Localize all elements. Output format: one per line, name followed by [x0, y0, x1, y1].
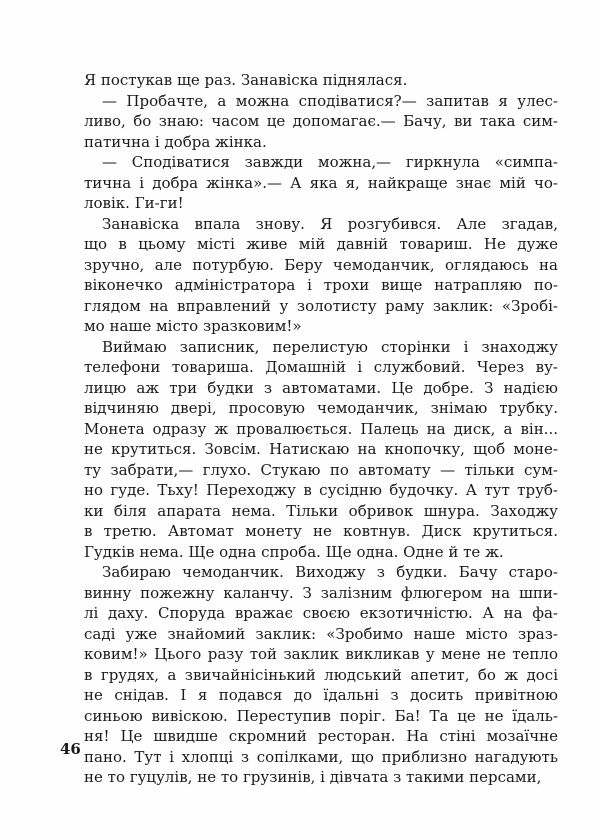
paragraph [84, 91, 558, 153]
text-line: но гуде. Тьху! Переходжу в сусідню будочку. А тут труб- [84, 481, 558, 499]
text-line: віконечко адміністратора і трохи вище натрапляю по- [84, 276, 558, 294]
text-line: Я постукав ще раз. Занавіска піднялася. [84, 71, 408, 89]
paragraph [84, 70, 558, 91]
text-line: що в цьому місті живе мій давній товариш. Не дуже [84, 235, 558, 253]
text-line: не снідав. І я подався до їдальні з досить привітною [84, 686, 558, 704]
text-line: не крутиться. Зовсім. Натискаю на кнопочку, щоб моне- [84, 440, 558, 458]
paragraph [84, 337, 558, 563]
text-line: Монета одразу ж провалюється. Палець на диск, а він... [84, 419, 558, 438]
text-line: Забираю чемоданчик. Виходжу з будки. Бачу старо- [102, 563, 558, 581]
text-line: тична і добра жінка».— А яка я, найкраще знає мій чо- [84, 173, 558, 192]
text-line: ливо, бо знаю: часом це допомагає.— Бачу, ви така сим- [84, 112, 558, 130]
text-line: ту забрати,— глухо. Стукаю по автомату — тільки сум- [84, 460, 558, 479]
text-line: Занавіска впала знову. Я розгубився. Але згадав, [102, 214, 558, 233]
paragraph [84, 152, 558, 214]
text-line: мо наше місто зразковим!» [84, 317, 302, 335]
paragraph [84, 562, 558, 788]
text-line: ня! Це швидше скромний ресторан. На стіні мозаїчне [84, 727, 558, 745]
text-line: відчиняю двері, просовую чемоданчик, знімаю трубку. [84, 399, 558, 417]
text-line: не то гуцулів, не то грузинів, і дівчата з такими персами, [84, 768, 542, 786]
text-line: Гудків нема. Ще одна спроба. Ще одна. Одне й те ж. [84, 542, 504, 561]
page-text [84, 70, 558, 788]
text-line: — Пробачте, а можна сподіватися?— запитав я улес- [102, 91, 558, 110]
text-line: патична і добра жінка. [84, 132, 267, 151]
text-line: пано. Тут і хлопці з сопілками, що приблизно нагадують [84, 747, 558, 766]
text-line: синьою вивіскою. Переступив поріг. Ба! Та це не їдаль- [84, 706, 558, 725]
text-line: саді уже знайомий заклик: «Зробимо наше місто зраз- [84, 624, 558, 643]
text-line: Виймаю записник, перелистую сторінки і знаходжу [102, 337, 558, 356]
text-line: — Сподіватися завжди можна,— гиркнула «симпа- [102, 153, 558, 171]
text-line: ки біля апарата нема. Тільки обривок шнура. Заходжу [84, 501, 558, 520]
paragraph [84, 214, 558, 337]
text-line: в третю. Автомат монету не ковтнув. Диск крутиться. [84, 522, 558, 540]
text-line: ковим!» Цього разу той заклик викликав у мене не тепло [84, 645, 558, 663]
page-number: 46 [60, 740, 81, 758]
text-line: в грудях, а звичайнісінький людський апетит, бо ж досі [84, 665, 558, 684]
text-line: лі даху. Споруда вражає своєю екзотичністю. А на фа- [84, 604, 558, 622]
text-line: телефони товариша. Домашній і службовий. Через ву- [84, 358, 558, 376]
text-line: глядом на вправлений у золотисту раму заклик: «Зробі- [84, 296, 558, 315]
text-line: ловік. Ги-ги! [84, 194, 184, 212]
text-line: лицю аж три будки з автоматами. Це добре. З надією [84, 378, 558, 397]
text-line: винну пожежну каланчу. З залізним флюгером на шпи- [84, 583, 558, 602]
text-line: зручно, але потурбую. Беру чемоданчик, оглядаюсь на [84, 255, 558, 274]
